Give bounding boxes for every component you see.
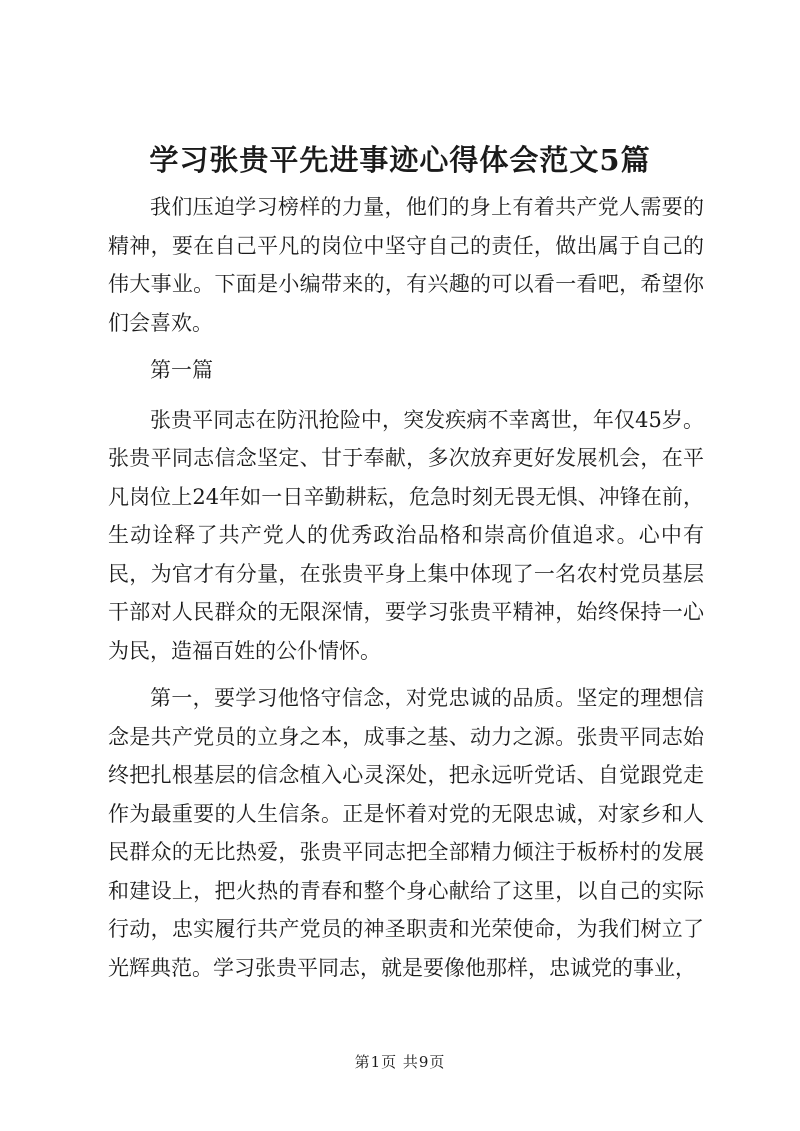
- body-paragraph: 第一，要学习他恪守信念，对党忠诚的品质。坚定的理想信念是共产党员的立身之本，成事之基、动力之源。张贵平同志始终把扎根基层的信念植入心灵深处，把永远听党话、自觉跟党走作为最重要的人生信条。正是怀着对党的无限忠诚，对家乡和人民群众的无比热爱，张贵平同志把全部精力倾注于板桥村的发展和建设上，把火热的青春和整个身心献给了这里，以自己的实际行动，忠实履行共产党员的神圣职责和光荣使命，为我们树立了光辉典范。学习张贵平同志，就是要像他那样，忠诚党的事业，: [108, 686, 704, 980]
- body-paragraph: 张贵平同志在防汛抢险中，突发疾病不幸离世，年仅45岁。张贵平同志信念坚定、甘于奉献，多次放弃更好发展机会，在平凡岗位上24年如一日辛勤耕耘，危急时刻无畏无惧、冲锋在前，生动诠释了共产党人的优秀政治品格和崇高价值追求。心中有民，为官才有分量，在张贵平身上集中体现了一名农村党员基层干部对人民群众的无限深情，要学习张贵平精神，始终保持一心为民，造福百姓的公仆情怀。: [108, 407, 704, 663]
- intro-paragraph: 我们压迫学习榜样的力量，他们的身上有着共产党人需要的精神，要在自己平凡的岗位中坚守自己的责任，做出属于自己的伟大事业。下面是小编带来的，有兴趣的可以看一看吧，希望你们会喜欢。: [108, 195, 704, 335]
- page-number-footer: 第1页 共9页: [354, 1053, 446, 1071]
- document-body: [108, 188, 704, 996]
- section-heading: 第一篇: [150, 358, 213, 382]
- document-title: 学习张贵平先进事迹心得体会范文5篇: [149, 143, 651, 177]
